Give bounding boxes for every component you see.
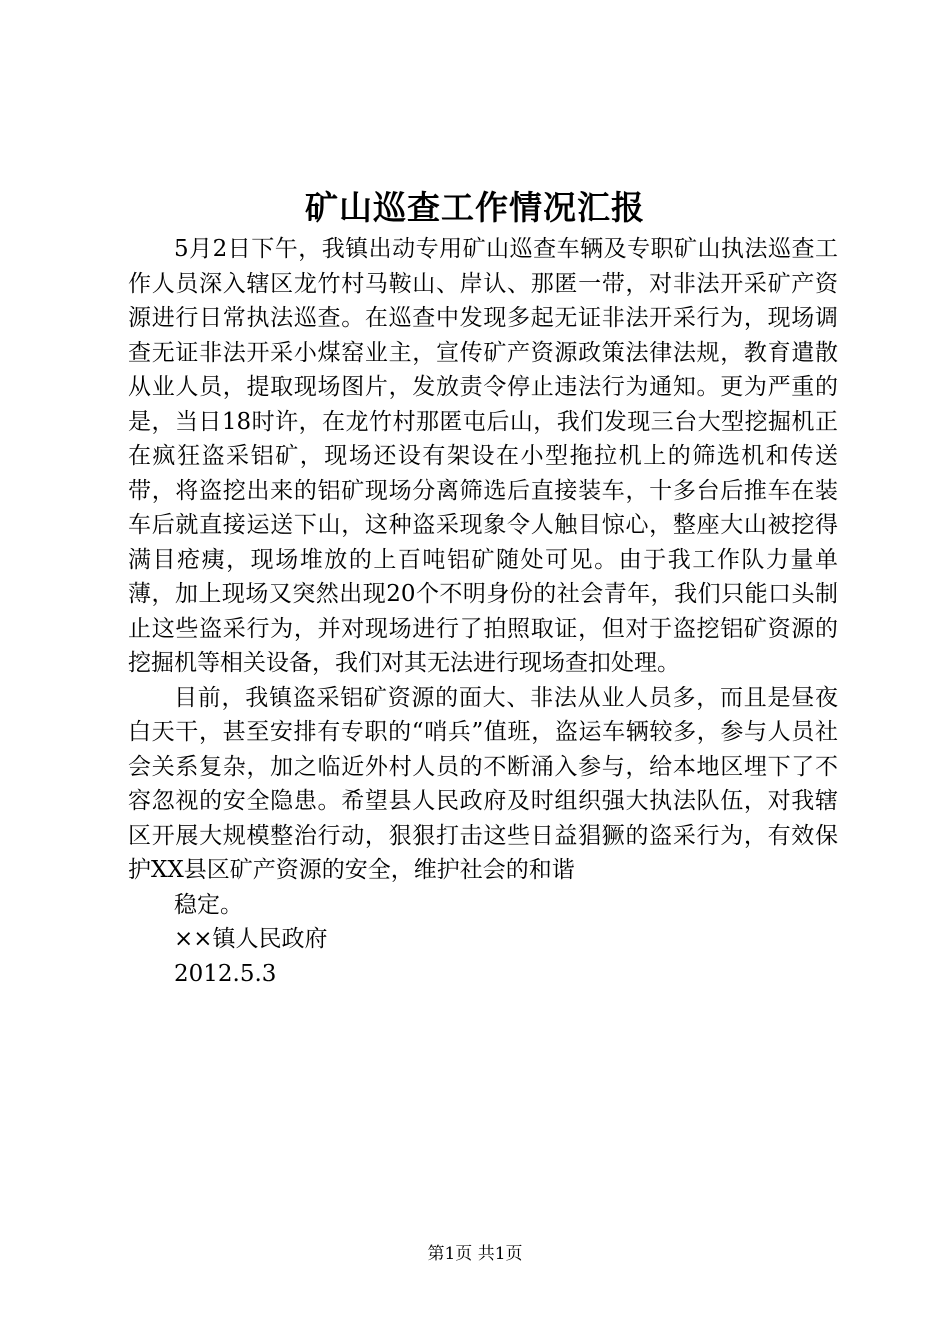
document-body — [128, 232, 838, 991]
date-line: 2012.5.3 — [174, 960, 277, 987]
paragraph-2: 目前，我镇盗采铝矿资源的面大、非法从业人员多，而且是昼夜白天干，甚至安排有专职的“哨兵”值班，盗运车辆较多，参与人员社会关系复杂，加之临近外村人员的不断涌入参与，给本地区埋下了不容忽视的安全隐患。希望县人民政府及时组织强大执法队伍，对我辖区开展大规模整治行动，狠狠打击这些日益猖獗的盗采行为，有效保护XX县区矿产资源的安全，维护社会的和谐 — [128, 684, 838, 883]
signature-line: ××镇人民政府 — [174, 926, 328, 952]
document-title: 矿山巡查工作情况汇报 — [305, 188, 645, 227]
paragraph-continuation: 稳定。 — [174, 891, 243, 918]
page-footer: 第1页 共1页 — [427, 1244, 523, 1264]
paragraph-1: 5月2日下午，我镇出动专用矿山巡查车辆及专职矿山执法巡查工作人员深入辖区龙竹村马鞍山、岸认、那匿一带，对非法开采矿产资源进行日常执法巡查。在巡查中发现多起无证非法开采行为，现场调查无证非法开采小煤窑业主，宣传矿产资源政策法律法规，教育遣散从业人员，提取现场图片，发放责令停止违法行为通知。更为严重的是，当日18时许，在龙竹村那匿屯后山，我们发现三台大型挖掘机正在疯狂盗采铝矿，现场还设有架设在小型拖拉机上的筛选机和传送带，将盗挖出来的铝矿现场分离筛选后直接装车，十多台后推车在装车后就直接运送下山，这种盗采现象令人触目惊心，整座大山被挖得满目疮痍，现场堆放的上百吨铝矿随处可见。由于我工作队力量单薄，加上现场又突然出现20个不明身份的社会青年，我们只能口头制止这些盗采行为，并对现场进行了拍照取证，但对于盗挖铝矿资源的挖掘机等相关设备，我们对其无法进行现场查扣处理。 — [128, 236, 838, 676]
